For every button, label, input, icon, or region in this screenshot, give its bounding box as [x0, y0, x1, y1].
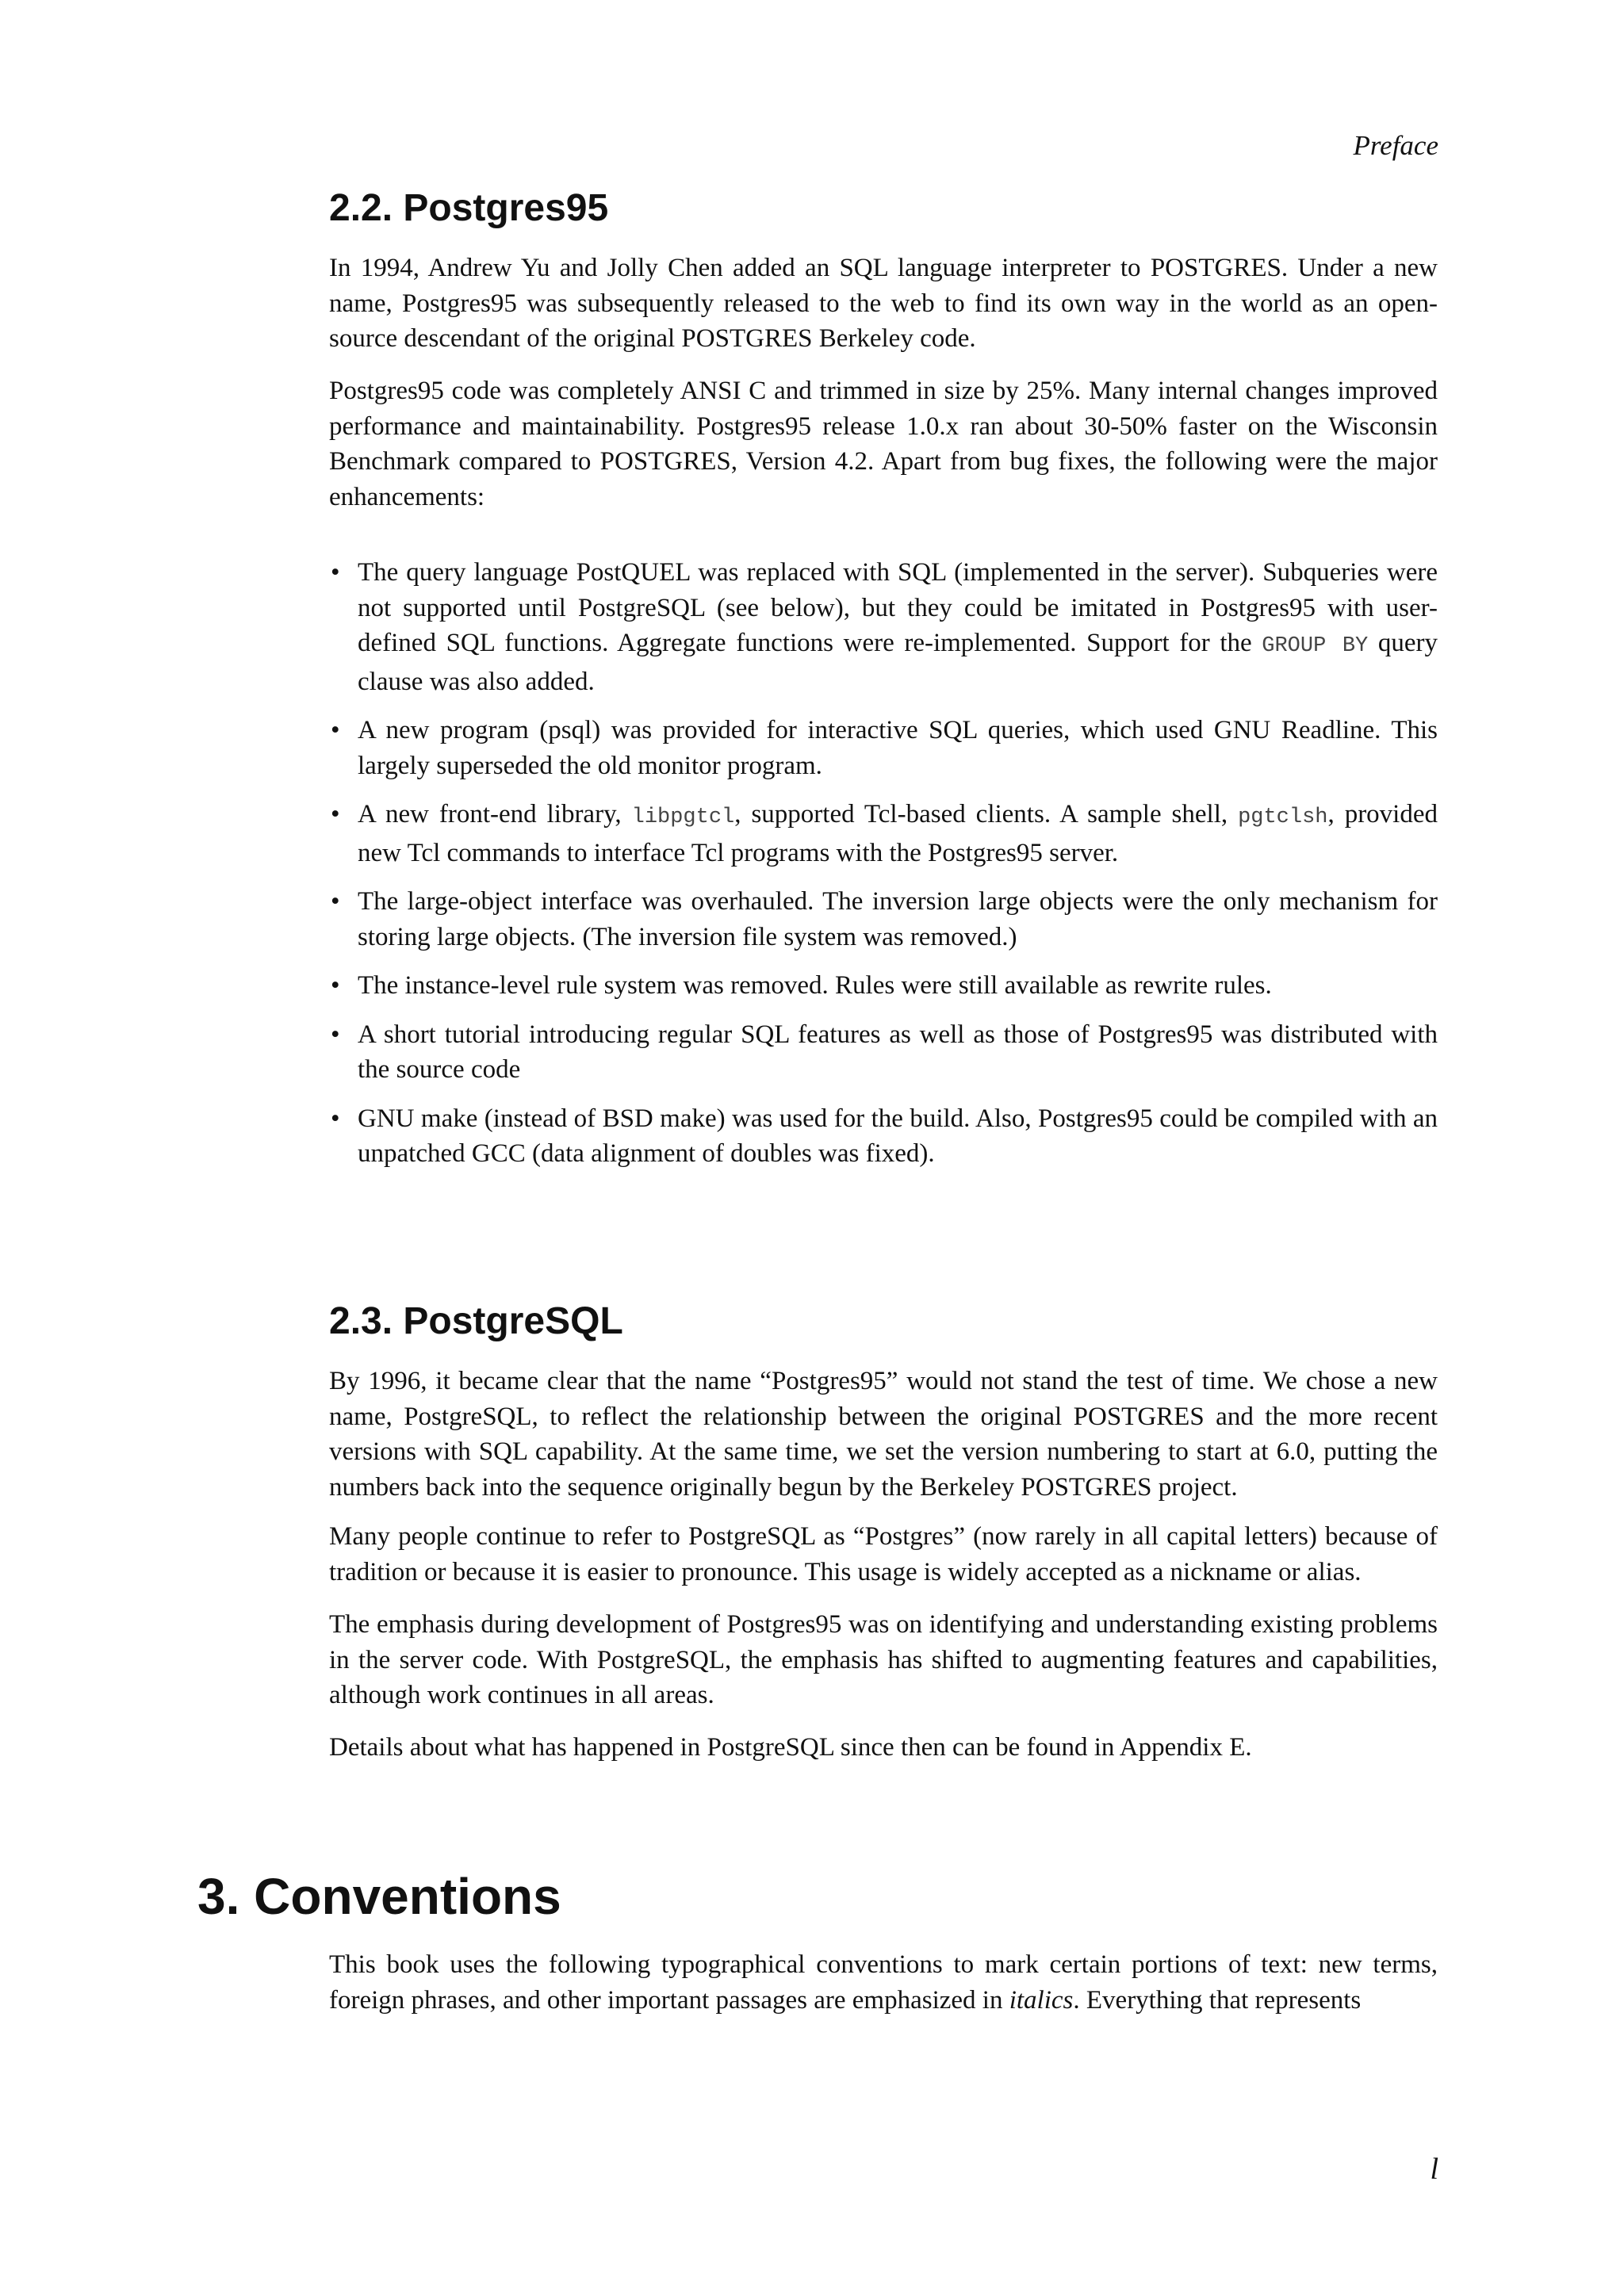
list-item: • The instance-level rule system was removed. Rules were still available as rewrite rules.: [329, 968, 1438, 1004]
code-libpgtcl: libpgtcl: [631, 806, 735, 829]
paragraph-2-3-emphasis: The emphasis during development of Postgres95 was on identifying and understanding existing problems in the server code. With PostgreSQL, the emphasis has shifted to augmenting features and capabilities, although work continues in all areas.: [329, 1610, 1438, 1709]
paragraph-2-3-name: By 1996, it became clear that the name “Postgres95” would not stand the test of time. We chose a new name, PostgreSQL, to reflect the relationship between the original POSTGRES and the more recent versions with SQL capability. At the same time, we set the version numbering to start at 6.0, putting the numbers back into the sequence originally begun by the Berkeley POSTGRES project.: [329, 1367, 1438, 1502]
paragraph-2-2-enhancements: Postgres95 code was completely ANSI C and trimmed in size by 25%. Many internal changes improved performance and maintainability. Postgres95 release 1.0.x ran about 30-50% faster on the Wisconsin Benchmark compared to POSTGRES, Version 4.2. Apart from bug fixes, the following were the major enhancements:: [329, 377, 1438, 511]
list-item: • The query language PostQUEL was replaced with SQL (implemented in the server). Subqueries were not supported until PostgreSQL (see below), but they could be imitated in Postgres95 with user-defined SQL functions. Aggregate functions were re-implemented. Support for the GROUP BY query clause was also added.: [329, 555, 1438, 699]
page-number: l: [1430, 2152, 1438, 2186]
bullet-icon: •: [331, 1104, 340, 1133]
bullet-icon: •: [331, 971, 340, 1000]
bullet-icon: •: [331, 716, 340, 744]
bullet-icon: •: [331, 1020, 340, 1049]
chapter-heading-conventions: 3. Conventions: [197, 1868, 561, 1925]
list-item: • A short tutorial introducing regular SQL features as well as those of Postgres95 was distributed with the source code: [329, 1017, 1438, 1088]
paragraph-conventions: This book uses the following typographical conventions to mark certain portions of text: new terms, foreign phrases, and other important passages are emphasized in italics. Everything that represents: [329, 1950, 1438, 2015]
section-heading-2-3: 2.3. PostgreSQL: [329, 1300, 623, 1342]
paragraph-2-2-intro: In 1994, Andrew Yu and Jolly Chen added an SQL language interpreter to POSTGRES. Under a new name, Postgres95 was subsequently released to the web to find its own way in the world as an open-source descendant of the original POSTGRES Berkeley code.: [329, 254, 1438, 353]
code-group-by: GROUP BY: [1262, 634, 1369, 658]
section-heading-2-2: 2.2. Postgres95: [329, 187, 609, 229]
bullet-icon: •: [331, 887, 340, 916]
code-pgtclsh: pgtclsh: [1238, 806, 1328, 829]
list-item: • A new program (psql) was provided for interactive SQL queries, which used GNU Readline. This largely superseded the old monitor program.: [329, 713, 1438, 783]
list-item: • The large-object interface was overhauled. The inversion large objects were the only mechanism for storing large objects. (The inversion file system was removed.): [329, 884, 1438, 955]
enhancements-list: [329, 555, 1438, 1185]
list-item: • GNU make (instead of BSD make) was used for the build. Also, Postgres95 could be compiled with an unpatched GCC (data alignment of doubles was fixed).: [329, 1101, 1438, 1172]
paragraph-2-3-nickname: Many people continue to refer to PostgreSQL as “Postgres” (now rarely in all capital letters) because of tradition or because it is easier to pronounce. This usage is widely accepted as a nickname or alias.: [329, 1522, 1438, 1586]
bullet-icon: •: [331, 558, 340, 587]
list-item: • A new front-end library, libpgtcl, supported Tcl-based clients. A sample shell, pgtclsh, provided new Tcl commands to interface Tcl programs with the Postgres95 server.: [329, 797, 1438, 871]
running-header: Preface: [1353, 130, 1438, 161]
paragraph-2-3-details: Details about what has happened in PostgreSQL since then can be found in Appendix E.: [329, 1733, 1252, 1762]
italics-example: italics: [1009, 1985, 1074, 2015]
bullet-icon: •: [331, 800, 340, 828]
